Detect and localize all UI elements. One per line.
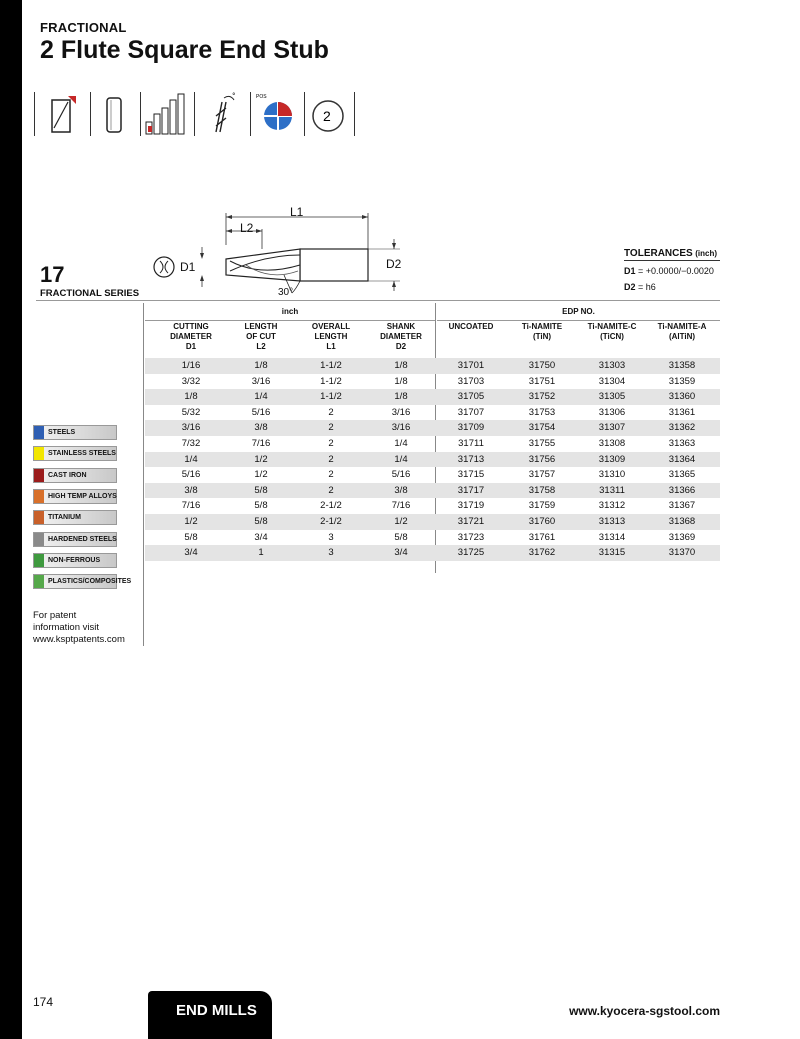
material-label: HIGH TEMP ALLOYS xyxy=(48,492,117,500)
flute-count-icon xyxy=(308,88,358,140)
table-cell: 1/16 xyxy=(181,360,201,371)
table-cell: 31364 xyxy=(668,453,696,465)
table-cell: 31361 xyxy=(668,406,696,418)
table-cell: 31303 xyxy=(598,360,626,371)
tool-dimension-diagram xyxy=(150,205,420,305)
table-cell: 3 xyxy=(328,531,334,543)
pos-label: POS xyxy=(256,94,267,100)
table-cell: 31312 xyxy=(598,500,626,512)
table-cell: 31304 xyxy=(598,375,626,387)
table-row xyxy=(145,467,720,483)
table-cell: 31723 xyxy=(457,531,485,543)
column-header: Ti-NAMITE (TiN) xyxy=(521,322,563,341)
table-cell: 31753 xyxy=(528,406,556,418)
table-cell: 31709 xyxy=(457,422,485,434)
table-cell: 31711 xyxy=(458,438,484,449)
material-label: PLASTICS/COMPOSITES xyxy=(48,578,132,586)
material-badge xyxy=(33,510,117,525)
table-cell: 1/8 xyxy=(394,360,408,371)
table-cell: 31756 xyxy=(528,453,556,465)
table-cell: 3/8 xyxy=(394,484,408,496)
material-color-swatch xyxy=(34,575,44,588)
material-label: STAINLESS STEELS xyxy=(48,450,116,458)
table-cell: 5/8 xyxy=(254,516,268,527)
column-header: Ti-NAMITE-C (TiCN) xyxy=(587,322,637,341)
table-row xyxy=(145,452,720,468)
table-row xyxy=(145,483,720,499)
table-cell: 3/4 xyxy=(394,547,408,559)
l1-label: L1 xyxy=(290,205,304,219)
section-label: END MILLS xyxy=(176,1002,257,1019)
column-header: OVERALL LENGTH L1 xyxy=(311,322,351,351)
material-color-swatch xyxy=(34,511,44,524)
table-cell: 1/4 xyxy=(184,453,198,465)
table-cell: 31752 xyxy=(528,391,556,403)
table-cell: 1-1/2 xyxy=(320,375,342,387)
table-left-rule xyxy=(143,303,144,646)
table-cell: 1-1/2 xyxy=(320,360,342,371)
table-cell: 31369 xyxy=(668,531,696,543)
website-link[interactable]: www.kyocera-sgstool.com xyxy=(569,1004,720,1018)
table-cell: 2-1/2 xyxy=(320,516,342,527)
table-cell: 31717 xyxy=(457,484,485,496)
table-cell: 31703 xyxy=(457,375,485,387)
table-cell: 5/32 xyxy=(181,406,201,418)
table-cell: 1/4 xyxy=(254,391,268,403)
coating-pos-icon xyxy=(254,88,304,140)
table-cell: 31721 xyxy=(457,516,485,527)
table-cell: 31715 xyxy=(457,469,485,481)
table-cell: 3/16 xyxy=(181,422,201,434)
column-header: CUTTING DIAMETER D1 xyxy=(170,322,212,351)
icon-separator xyxy=(194,92,195,136)
tolerance-d1: D1 = +0.0000/−0.0020 xyxy=(624,266,714,276)
table-cell: 31305 xyxy=(598,391,626,403)
table-cell: 3/16 xyxy=(391,406,411,418)
d2-label: D2 xyxy=(386,257,402,271)
tolerances-title: TOLERANCES (inch) xyxy=(624,248,718,259)
table-cell: 31313 xyxy=(598,516,626,527)
table-cell: 31754 xyxy=(528,422,556,434)
tolerance-d2: D2 = h6 xyxy=(624,282,656,292)
table-cell: 31758 xyxy=(528,484,556,496)
table-cell: 3/4 xyxy=(184,547,198,559)
table-cell: 31360 xyxy=(668,391,696,403)
table-row xyxy=(145,545,720,561)
material-color-swatch xyxy=(34,533,44,546)
table-cell: 31367 xyxy=(668,500,696,512)
table-cell: 31719 xyxy=(457,500,485,512)
column-header: SHANK DIAMETER D2 xyxy=(380,322,422,351)
icon-separator xyxy=(34,92,35,136)
left-black-bar xyxy=(0,0,22,1039)
table-cell: 1 xyxy=(258,547,264,559)
table-cell: 31359 xyxy=(668,375,696,387)
icon-separator xyxy=(354,92,355,136)
material-color-swatch xyxy=(34,490,44,503)
icon-separator xyxy=(140,92,141,136)
material-badge xyxy=(33,553,117,568)
table-cell: 1-1/2 xyxy=(320,391,342,403)
table-cell: 31701 xyxy=(457,360,485,371)
tolerances-rule xyxy=(624,260,720,261)
table-cell: 1/8 xyxy=(394,391,408,403)
table-cell: 31306 xyxy=(598,406,626,418)
table-cell: 31760 xyxy=(528,516,556,527)
column-header: LENGTH OF CUT L2 xyxy=(244,322,278,351)
table-cell: 2 xyxy=(328,438,334,449)
table-cell: 2 xyxy=(328,469,334,481)
table-cell: 1/4 xyxy=(394,438,408,449)
material-label: NON-FERROUS xyxy=(48,556,101,564)
table-cell: 3/8 xyxy=(184,484,198,496)
table-cell: 5/16 xyxy=(251,406,271,418)
table-cell: 3/16 xyxy=(251,375,271,387)
series-label: FRACTIONAL SERIES xyxy=(40,288,140,299)
table-row xyxy=(145,436,720,452)
column-header: Ti-NAMITE-A (AlTiN) xyxy=(657,322,707,341)
table-cell: 31707 xyxy=(457,406,485,418)
material-badge xyxy=(33,489,117,504)
table-cell: 31757 xyxy=(528,469,556,481)
table-cell: 31309 xyxy=(598,453,626,465)
material-color-swatch xyxy=(34,469,44,482)
d1-label: D1 xyxy=(180,260,196,274)
page-title: 2 Flute Square End Stub xyxy=(40,36,329,64)
table-cell: 3/8 xyxy=(254,422,268,434)
table-cell: 5/8 xyxy=(394,531,408,543)
table-cell: 2 xyxy=(328,406,334,418)
table-row xyxy=(145,530,720,546)
table-cell: 1/2 xyxy=(254,469,268,481)
material-color-swatch xyxy=(34,447,44,460)
material-label: STEELS xyxy=(48,429,76,436)
table-row xyxy=(145,389,720,405)
table-cell: 31750 xyxy=(528,360,556,371)
flute-count-label: 2 xyxy=(323,108,331,124)
angle-label: 30° xyxy=(278,287,294,298)
material-label: CAST IRON xyxy=(48,471,87,479)
table-cell: 7/32 xyxy=(181,438,201,449)
table-cell: 2 xyxy=(328,422,334,434)
table-cell: 31358 xyxy=(668,360,696,371)
material-color-swatch xyxy=(34,554,44,567)
group-header-inch: inch xyxy=(145,306,435,321)
table-cell: 31311 xyxy=(599,484,625,496)
table-cell: 3/16 xyxy=(391,422,411,434)
table-row xyxy=(145,514,720,530)
table-cell: 5/16 xyxy=(391,469,411,481)
table-cell: 31761 xyxy=(528,531,556,543)
icon-separator xyxy=(304,92,305,136)
table-cell: 31705 xyxy=(457,391,485,403)
page-subtitle: FRACTIONAL xyxy=(40,20,127,35)
table-cell: 5/16 xyxy=(181,469,201,481)
material-label: HARDENED STEELS xyxy=(48,535,117,543)
material-color-swatch xyxy=(34,426,44,439)
table-cell: 1/8 xyxy=(394,375,408,387)
square-end-icon xyxy=(40,88,90,140)
table-row xyxy=(145,358,720,374)
table-cell: 31759 xyxy=(528,500,556,512)
table-cell: 3/4 xyxy=(254,531,268,543)
table-cell: 3/32 xyxy=(181,375,201,387)
svg-text:°: ° xyxy=(232,92,236,100)
series-divider xyxy=(36,300,720,301)
icon-separator xyxy=(90,92,91,136)
table-cell: 5/8 xyxy=(254,484,268,496)
table-cell: 1/2 xyxy=(254,453,268,465)
table-cell: 31368 xyxy=(668,516,696,527)
length-bars-icon xyxy=(142,88,192,140)
table-cell: 5/8 xyxy=(184,531,198,543)
series-number: 17 xyxy=(40,262,65,287)
table-cell: 2 xyxy=(328,453,334,465)
table-cell: 31370 xyxy=(668,547,696,559)
table-row xyxy=(145,498,720,514)
material-label: TITANIUM xyxy=(48,514,81,522)
material-badge xyxy=(33,468,117,483)
table-cell: 31310 xyxy=(598,469,626,481)
table-cell: 3 xyxy=(328,547,334,559)
table-cell: 31755 xyxy=(528,438,556,449)
table-cell: 1/2 xyxy=(184,516,198,527)
table-cell: 31751 xyxy=(528,375,556,387)
table-cell: 31713 xyxy=(457,453,485,465)
l2-label: L2 xyxy=(240,221,254,235)
table-cell: 31362 xyxy=(668,422,696,434)
shank-icon xyxy=(92,88,142,140)
table-cell: 31314 xyxy=(598,531,626,543)
section-tab xyxy=(148,991,272,1039)
table-cell: 1/8 xyxy=(254,360,268,371)
table-cell: 31307 xyxy=(598,422,626,434)
table-cell: 31365 xyxy=(668,469,696,481)
table-cell: 1/4 xyxy=(394,453,408,465)
group-header-edp: EDP NO. xyxy=(437,306,720,321)
material-badge xyxy=(33,532,117,547)
table-row xyxy=(145,374,720,390)
table-cell: 31363 xyxy=(668,438,696,449)
material-badge xyxy=(33,574,132,589)
table-row xyxy=(145,420,720,436)
patent-note: For patent information visit www.ksptpatents.com xyxy=(33,610,125,645)
helix-angle-icon xyxy=(198,88,248,140)
table-row xyxy=(145,405,720,421)
table-cell: 31725 xyxy=(457,547,485,559)
icon-separator xyxy=(250,92,251,136)
material-badge xyxy=(33,425,117,440)
table-cell: 2 xyxy=(328,484,334,496)
table-cell: 31366 xyxy=(668,484,696,496)
material-badge xyxy=(33,446,117,461)
column-header: UNCOATED xyxy=(448,322,494,331)
table-cell: 2-1/2 xyxy=(320,500,342,512)
page-number: 174 xyxy=(33,995,54,1009)
table-cell: 7/16 xyxy=(391,500,411,512)
table-cell: 7/16 xyxy=(181,500,201,512)
table-cell: 31315 xyxy=(598,547,626,559)
table-cell: 31308 xyxy=(598,438,626,449)
table-cell: 31762 xyxy=(528,547,556,559)
table-cell: 5/8 xyxy=(254,500,268,512)
feature-icon-row xyxy=(32,88,362,140)
table-cell: 1/2 xyxy=(394,516,408,527)
table-cell: 1/8 xyxy=(184,391,198,403)
table-cell: 7/16 xyxy=(251,438,271,449)
